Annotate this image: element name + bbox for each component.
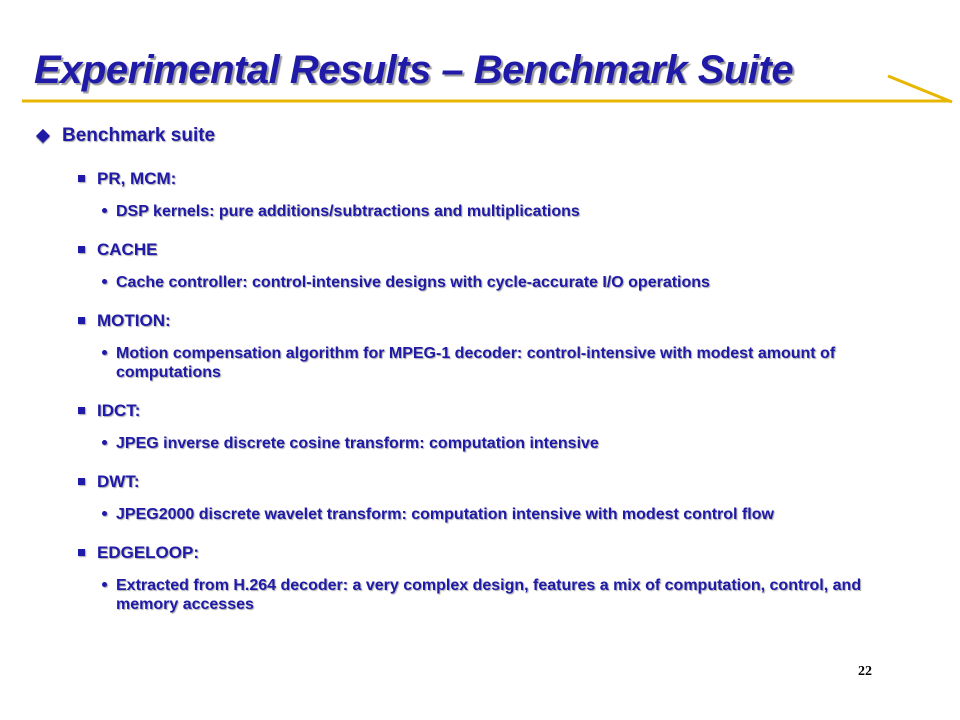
- benchmark-item: [78, 239, 926, 292]
- heading-bullet: [36, 124, 926, 148]
- benchmark-item: [78, 310, 926, 382]
- benchmark-desc: Cache controller: control-intensive designs with cycle-accurate I/O operations: [116, 274, 710, 291]
- benchmark-desc-row: [102, 202, 922, 221]
- benchmark-desc-row: [102, 576, 922, 614]
- benchmark-desc-row: [102, 505, 922, 524]
- dot-bullet-icon: [102, 440, 107, 445]
- heading-text: Benchmark suite: [62, 125, 216, 146]
- dot-bullet-icon: [102, 350, 107, 355]
- dot-bullet-icon: [102, 279, 107, 284]
- benchmark-name-row: [78, 400, 926, 422]
- benchmark-desc: JPEG inverse discrete cosine transform: computation intensive: [116, 435, 599, 452]
- benchmark-name-row: [78, 239, 926, 261]
- square-bullet-icon: [78, 407, 85, 414]
- benchmark-item: [78, 400, 926, 453]
- benchmark-name: IDCT:: [97, 401, 141, 420]
- benchmark-desc: Motion compensation algorithm for MPEG-1 decoder: control-intensive with modest amount of computations: [116, 345, 836, 381]
- benchmark-name: PR, MCM:: [97, 169, 177, 188]
- benchmark-item: [78, 542, 926, 614]
- benchmark-name-row: [78, 310, 926, 332]
- benchmark-name: MOTION:: [97, 311, 171, 330]
- benchmark-name-row: [78, 168, 926, 190]
- benchmark-item: [78, 168, 926, 221]
- benchmark-desc: Extracted from H.264 decoder: a very complex design, features a mix of computation, control, and memory accesses: [116, 577, 862, 613]
- benchmark-desc: JPEG2000 discrete wavelet transform: computation intensive with modest control flow: [116, 506, 774, 523]
- benchmark-list: [78, 168, 926, 614]
- square-bullet-icon: [78, 246, 85, 253]
- benchmark-desc: DSP kernels: pure additions/subtractions and multiplications: [116, 203, 580, 220]
- dot-bullet-icon: [102, 511, 107, 516]
- benchmark-name: EDGELOOP:: [97, 543, 200, 562]
- slide-title: Experimental Results – Benchmark Suite: [34, 48, 794, 92]
- page-number: 22: [858, 664, 872, 679]
- benchmark-name-row: [78, 471, 926, 493]
- benchmark-name: DWT:: [97, 472, 140, 491]
- diamond-bullet-icon: [36, 129, 50, 143]
- benchmark-desc-row: [102, 344, 922, 382]
- dot-bullet-icon: [102, 582, 107, 587]
- benchmark-desc-row: [102, 273, 922, 292]
- dot-bullet-icon: [102, 208, 107, 213]
- square-bullet-icon: [78, 175, 85, 182]
- benchmark-desc-row: [102, 434, 922, 453]
- square-bullet-icon: [78, 549, 85, 556]
- benchmark-name: CACHE: [97, 240, 158, 259]
- square-bullet-icon: [78, 317, 85, 324]
- benchmark-item: [78, 471, 926, 524]
- benchmark-name-row: [78, 542, 926, 564]
- slide-content: [36, 124, 926, 632]
- square-bullet-icon: [78, 478, 85, 485]
